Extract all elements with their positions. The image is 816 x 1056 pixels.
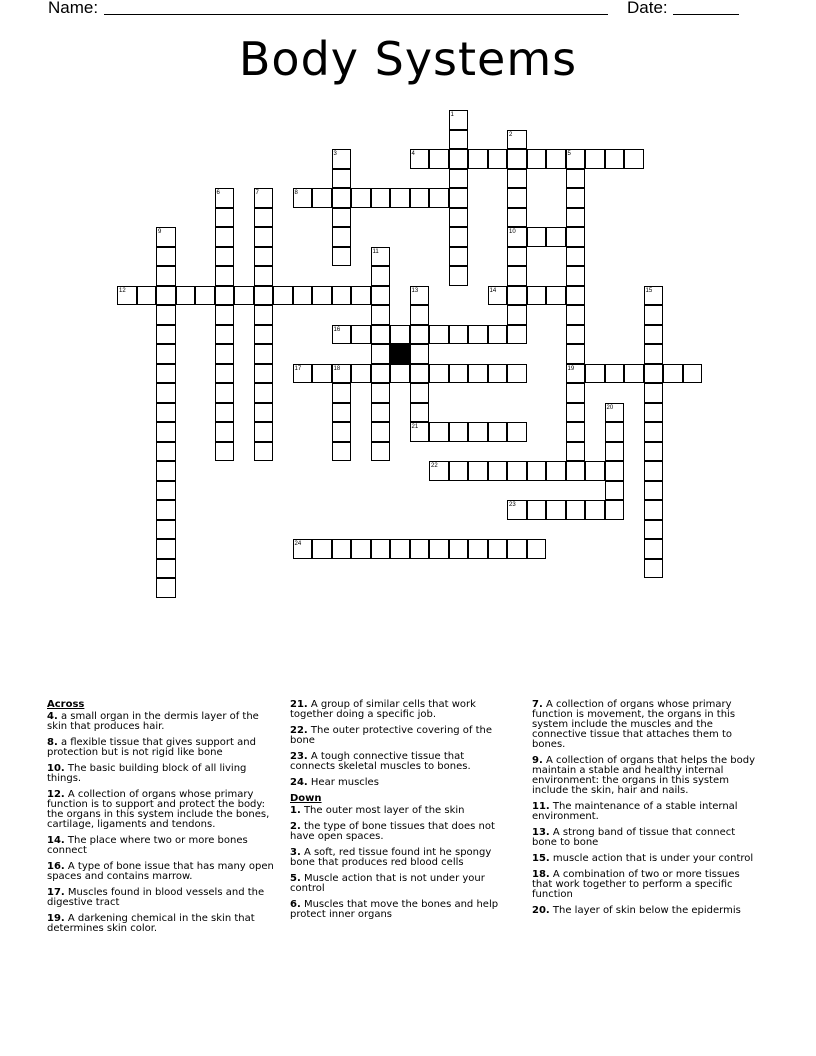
grid-cell[interactable] — [312, 364, 332, 384]
clue-number: 2 — [509, 131, 513, 138]
grid-cell[interactable] — [644, 539, 664, 559]
clue-text: A soft, red tissue found int he spongy bone that produces red blood cells — [290, 847, 492, 868]
clue-num: 24. — [290, 777, 308, 788]
grid-cell[interactable] — [644, 500, 664, 520]
grid-cell[interactable] — [351, 364, 371, 384]
grid-cell[interactable] — [507, 149, 527, 169]
clue-text: a flexible tissue that gives support and protection but is not rigid like bone — [47, 737, 256, 758]
grid-cell[interactable] — [156, 364, 176, 384]
grid-cell[interactable] — [527, 286, 547, 306]
grid-cell[interactable] — [332, 188, 352, 208]
grid-cell[interactable] — [566, 247, 586, 267]
clue-num: 17. — [47, 887, 65, 898]
grid-cell[interactable] — [566, 442, 586, 462]
clue-text: A collection of organs that helps the body maintain a stable and healthy internal environment: the organs in this system include the skin, hair and nails. — [532, 755, 756, 796]
grid-cell[interactable] — [390, 364, 410, 384]
grid-cell[interactable] — [566, 325, 586, 345]
grid-cell[interactable] — [332, 422, 352, 442]
clue-item — [290, 752, 508, 772]
clue-text: The outer most layer of the skin — [300, 805, 465, 816]
clue-num: 23. — [290, 751, 308, 762]
grid-cell[interactable] — [566, 403, 586, 423]
clue-item — [290, 874, 508, 894]
grid-cell[interactable] — [371, 305, 391, 325]
clue-item — [47, 790, 277, 830]
grid-cell[interactable] — [605, 364, 625, 384]
clue-item — [290, 806, 508, 816]
clue-num: 6. — [290, 899, 301, 910]
grid-cell[interactable] — [254, 286, 274, 306]
grid-cell[interactable] — [566, 383, 586, 403]
grid-cell[interactable] — [429, 325, 449, 345]
clue-text: A darkening chemical in the skin that determines skin color. — [47, 913, 255, 934]
grid-cell[interactable] — [254, 422, 274, 442]
grid-cell[interactable] — [156, 383, 176, 403]
grid-cell[interactable] — [527, 461, 547, 481]
grid-cell[interactable] — [624, 364, 644, 384]
grid-cell[interactable] — [507, 325, 527, 345]
grid-cell[interactable] — [410, 305, 430, 325]
grid-cell[interactable] — [507, 188, 527, 208]
grid-cell[interactable] — [254, 403, 274, 423]
grid-cell[interactable] — [644, 383, 664, 403]
grid-cell[interactable] — [566, 461, 586, 481]
grid-cell[interactable] — [254, 383, 274, 403]
grid-cell[interactable] — [312, 539, 332, 559]
grid-cell[interactable] — [156, 325, 176, 345]
grid-cell[interactable] — [410, 403, 430, 423]
clue-number: 7 — [255, 190, 259, 196]
grid-cell[interactable] — [605, 442, 625, 462]
clue-num: 20. — [532, 905, 550, 916]
grid-cell[interactable] — [156, 578, 176, 598]
black-square — [390, 344, 410, 364]
grid-cell[interactable] — [624, 149, 644, 169]
grid-cell[interactable] — [332, 208, 352, 228]
grid-cell[interactable] — [332, 247, 352, 267]
grid-cell[interactable] — [371, 403, 391, 423]
grid-cell[interactable] — [644, 364, 664, 384]
clue-num: 18. — [532, 869, 550, 880]
clue-item — [290, 900, 508, 920]
clue-num: 3. — [290, 847, 301, 858]
grid-cell[interactable] — [566, 305, 586, 325]
grid-cell[interactable] — [293, 286, 313, 306]
clue-text: A strong band of tissue that connect bone to bone — [532, 827, 736, 848]
grid-cell[interactable] — [332, 286, 352, 306]
grid-cell[interactable] — [683, 364, 703, 384]
grid-cell[interactable] — [390, 188, 410, 208]
grid-cell[interactable] — [468, 422, 488, 442]
grid-cell[interactable] — [546, 286, 566, 306]
clue-item — [532, 906, 762, 916]
grid-cell[interactable] — [234, 286, 254, 306]
clue-text: A collection of organs whose primary function is movement, the organs in this system include the muscles and the connective tissue that attaches them to bones. — [532, 699, 736, 750]
clue-number: 4 — [411, 151, 415, 157]
grid-cell[interactable] — [527, 149, 547, 169]
grid-cell[interactable] — [507, 286, 527, 306]
grid-cell[interactable] — [371, 325, 391, 345]
grid-cell[interactable] — [644, 559, 664, 579]
clue-text: muscle action that is under your control — [549, 853, 754, 864]
grid-cell[interactable] — [410, 325, 430, 345]
grid-cell[interactable] — [449, 227, 469, 247]
grid-cell[interactable] — [156, 559, 176, 579]
grid-cell[interactable] — [215, 344, 235, 364]
grid-cell[interactable] — [488, 461, 508, 481]
grid-cell[interactable] — [507, 247, 527, 267]
grid-cell[interactable] — [156, 286, 176, 306]
grid-cell[interactable] — [566, 188, 586, 208]
clue-number: 11 — [372, 248, 379, 255]
grid-cell[interactable] — [566, 169, 586, 189]
clue-number: 18 — [333, 365, 341, 372]
grid-cell[interactable] — [254, 305, 274, 325]
grid-cell[interactable] — [644, 325, 664, 345]
grid-cell[interactable] — [429, 188, 449, 208]
clue-item — [532, 756, 762, 796]
clue-item — [47, 764, 277, 784]
grid-cell[interactable] — [566, 266, 586, 286]
grid-cell[interactable] — [507, 422, 527, 442]
clue-number: 9 — [158, 229, 162, 235]
grid-cell[interactable] — [585, 149, 605, 169]
clue-column-2 — [290, 700, 508, 926]
clue-number: 22 — [431, 463, 438, 469]
grid-cell[interactable] — [449, 188, 469, 208]
grid-cell[interactable] — [527, 227, 547, 247]
grid-cell[interactable] — [507, 266, 527, 286]
grid-cell[interactable] — [488, 364, 508, 384]
clue-item — [47, 914, 277, 934]
grid-cell[interactable] — [449, 169, 469, 189]
section-heading: Down — [290, 793, 322, 804]
grid-cell[interactable] — [663, 364, 683, 384]
grid-cell[interactable] — [585, 500, 605, 520]
clue-num: 12. — [47, 789, 65, 800]
clue-num: 14. — [47, 835, 65, 846]
grid-cell[interactable] — [546, 149, 566, 169]
clue-number: 20 — [606, 404, 614, 411]
clue-number: 8 — [294, 190, 298, 196]
grid-cell[interactable] — [585, 461, 605, 481]
clue-number: 5 — [567, 151, 571, 157]
clue-text: A collection of organs whose primary function is to support and protect the body: the organs in this system include the bones, cartilage, ligaments and tendons. — [47, 789, 270, 830]
clue-num: 2. — [290, 821, 301, 832]
grid-cell[interactable] — [429, 149, 449, 169]
grid-cell[interactable] — [468, 325, 488, 345]
clue-item — [47, 836, 277, 856]
grid-cell[interactable] — [156, 442, 176, 462]
clue-num: 10. — [47, 763, 65, 774]
grid-cell[interactable] — [527, 539, 547, 559]
grid-cell[interactable] — [351, 539, 371, 559]
grid-cell[interactable] — [371, 188, 391, 208]
grid-cell[interactable] — [429, 539, 449, 559]
clue-num: 8. — [47, 737, 58, 748]
grid-cell[interactable] — [215, 227, 235, 247]
grid-cell[interactable] — [507, 461, 527, 481]
grid-cell[interactable] — [644, 520, 664, 540]
clue-column-3 — [532, 700, 762, 922]
clue-num: 7. — [532, 699, 543, 710]
grid-cell[interactable] — [156, 520, 176, 540]
clue-number: 15 — [645, 287, 653, 294]
grid-cell[interactable] — [371, 286, 391, 306]
grid-cell[interactable] — [546, 227, 566, 247]
grid-cell[interactable] — [449, 364, 469, 384]
clue-number: 6 — [216, 190, 220, 196]
grid-cell[interactable] — [605, 500, 625, 520]
grid-cell[interactable] — [488, 539, 508, 559]
grid-cell[interactable] — [507, 169, 527, 189]
grid-cell[interactable] — [449, 208, 469, 228]
clue-num: 16. — [47, 861, 65, 872]
grid-cell[interactable] — [156, 481, 176, 501]
grid-cell[interactable] — [566, 422, 586, 442]
grid-cell[interactable] — [371, 383, 391, 403]
grid-cell[interactable] — [371, 364, 391, 384]
clue-text: A type of bone issue that has many open spaces and contains marrow. — [47, 861, 274, 882]
grid-cell[interactable] — [644, 305, 664, 325]
grid-cell[interactable] — [215, 325, 235, 345]
grid-cell[interactable] — [332, 539, 352, 559]
grid-cell[interactable] — [254, 227, 274, 247]
clue-item — [290, 778, 508, 788]
grid-cell[interactable] — [527, 500, 547, 520]
grid-cell[interactable] — [605, 422, 625, 442]
clue-item — [290, 848, 508, 868]
clue-text: The maintenance of a stable internal environment. — [532, 801, 738, 822]
grid-cell[interactable] — [371, 344, 391, 364]
clue-item — [290, 700, 508, 720]
grid-cell[interactable] — [488, 422, 508, 442]
clue-item — [47, 712, 277, 732]
grid-cell[interactable] — [566, 227, 586, 247]
grid-cell[interactable] — [546, 461, 566, 481]
clue-item — [290, 822, 508, 842]
grid-cell[interactable] — [449, 149, 469, 169]
grid-cell[interactable] — [429, 364, 449, 384]
clue-num: 22. — [290, 725, 308, 736]
clue-number: 16 — [333, 326, 341, 333]
clue-text: A group of similar cells that work together doing a specific job. — [290, 699, 476, 720]
grid-cell[interactable] — [410, 539, 430, 559]
grid-cell[interactable] — [449, 130, 469, 150]
grid-cell[interactable] — [332, 383, 352, 403]
grid-cell[interactable] — [351, 286, 371, 306]
grid-cell[interactable] — [156, 247, 176, 267]
clue-text: Muscles that move the bones and help protect inner organs — [290, 899, 499, 920]
clue-number: 3 — [333, 151, 337, 157]
clue-num: 21. — [290, 699, 308, 710]
clue-item — [290, 726, 508, 746]
clue-text: the type of bone tissues that does not have open spaces. — [290, 821, 495, 842]
grid-cell[interactable] — [156, 266, 176, 286]
grid-cell[interactable] — [468, 364, 488, 384]
clue-text: The place where two or more bones connect — [47, 835, 248, 856]
grid-cell[interactable] — [254, 325, 274, 345]
clue-number: 10 — [509, 229, 516, 235]
grid-cell[interactable] — [195, 286, 215, 306]
grid-cell[interactable] — [312, 286, 332, 306]
clue-column-1 — [47, 700, 277, 940]
clue-number: 1 — [450, 112, 454, 118]
grid-cell[interactable] — [215, 383, 235, 403]
grid-cell[interactable] — [644, 442, 664, 462]
clue-item — [532, 700, 762, 750]
grid-cell[interactable] — [351, 325, 371, 345]
clue-text: Muscles found in blood vessels and the digestive tract — [47, 887, 265, 908]
grid-cell[interactable] — [332, 227, 352, 247]
grid-cell[interactable] — [254, 364, 274, 384]
grid-cell[interactable] — [156, 461, 176, 481]
grid-cell[interactable] — [215, 286, 235, 306]
clue-num: 4. — [47, 711, 58, 722]
clue-number: 12 — [119, 287, 126, 294]
grid-cell[interactable] — [156, 539, 176, 559]
grid-cell[interactable] — [566, 286, 586, 306]
grid-cell[interactable] — [254, 266, 274, 286]
grid-cell[interactable] — [605, 461, 625, 481]
grid-cell[interactable] — [507, 208, 527, 228]
clue-num: 1. — [290, 805, 301, 816]
grid-cell[interactable] — [410, 383, 430, 403]
grid-cell[interactable] — [215, 442, 235, 462]
grid-cell[interactable] — [585, 364, 605, 384]
grid-cell[interactable] — [507, 364, 527, 384]
grid-cell[interactable] — [215, 266, 235, 286]
grid-cell[interactable] — [429, 422, 449, 442]
clue-text: Muscle action that is not under your control — [290, 873, 485, 894]
clue-item — [47, 862, 277, 882]
grid-cell[interactable] — [566, 500, 586, 520]
clue-number: 24 — [294, 541, 302, 547]
grid-cell[interactable] — [156, 422, 176, 442]
grid-cell[interactable] — [371, 422, 391, 442]
grid-cell[interactable] — [468, 149, 488, 169]
clue-num: 11. — [532, 801, 550, 812]
grid-cell[interactable] — [371, 539, 391, 559]
clue-num: 5. — [290, 873, 301, 884]
grid-cell[interactable] — [156, 305, 176, 325]
clue-item — [532, 854, 762, 864]
clue-text: A tough connective tissue that connects skeletal muscles to bones. — [290, 751, 471, 772]
clue-item — [47, 888, 277, 908]
grid-cell[interactable] — [605, 149, 625, 169]
grid-cell[interactable] — [410, 344, 430, 364]
clue-number: 21 — [411, 424, 419, 430]
grid-cell[interactable] — [312, 188, 332, 208]
clue-num: 9. — [532, 755, 543, 766]
grid-cell[interactable] — [215, 403, 235, 423]
grid-cell[interactable] — [390, 539, 410, 559]
grid-cell[interactable] — [410, 188, 430, 208]
clue-number: 23 — [509, 502, 516, 508]
clue-number: 13 — [411, 287, 419, 294]
grid-cell[interactable] — [507, 305, 527, 325]
grid-cell[interactable] — [215, 364, 235, 384]
grid-cell[interactable] — [605, 481, 625, 501]
clue-text: The outer protective covering of the bone — [290, 725, 493, 746]
clue-number: 17 — [294, 365, 302, 372]
grid-cell[interactable] — [449, 247, 469, 267]
grid-cell[interactable] — [410, 364, 430, 384]
grid-cell[interactable] — [215, 422, 235, 442]
grid-cell[interactable] — [566, 208, 586, 228]
clue-num: 13. — [532, 827, 550, 838]
clue-text: Hear muscles — [307, 777, 379, 788]
clue-number: 14 — [489, 287, 497, 294]
grid-cell[interactable] — [254, 247, 274, 267]
grid-cell[interactable] — [644, 422, 664, 442]
grid-cell[interactable] — [254, 344, 274, 364]
grid-cell[interactable] — [215, 305, 235, 325]
clue-text: a small organ in the dermis layer of the skin that produces hair. — [47, 711, 259, 732]
clue-text: A combination of two or more tissues that work together to perform a specific function — [532, 869, 740, 900]
clue-text: The layer of skin below the epidermis — [549, 905, 741, 916]
grid-cell[interactable] — [215, 208, 235, 228]
clue-text: The basic building block of all living things. — [47, 763, 247, 784]
grid-cell[interactable] — [449, 266, 469, 286]
section-heading: Across — [47, 699, 85, 710]
grid-cell[interactable] — [449, 461, 469, 481]
grid-cell[interactable] — [137, 286, 157, 306]
grid-cell[interactable] — [488, 325, 508, 345]
grid-cell[interactable] — [156, 344, 176, 364]
grid-cell[interactable] — [644, 481, 664, 501]
clue-num: 15. — [532, 853, 550, 864]
grid-cell[interactable] — [176, 286, 196, 306]
grid-cell[interactable] — [371, 266, 391, 286]
grid-cell[interactable] — [215, 247, 235, 267]
grid-cell[interactable] — [507, 539, 527, 559]
grid-cell[interactable] — [156, 403, 176, 423]
grid-cell[interactable] — [449, 325, 469, 345]
grid-cell[interactable] — [449, 422, 469, 442]
page-title: Body Systems — [238, 32, 578, 86]
clue-number: 19 — [567, 365, 575, 372]
grid-cell[interactable] — [488, 149, 508, 169]
grid-cell[interactable] — [449, 539, 469, 559]
grid-cell[interactable] — [644, 344, 664, 364]
grid-cell[interactable] — [644, 403, 664, 423]
clue-item — [532, 828, 762, 848]
grid-cell[interactable] — [351, 188, 371, 208]
clue-item — [532, 802, 762, 822]
grid-cell[interactable] — [644, 461, 664, 481]
clue-item — [47, 738, 277, 758]
grid-cell[interactable] — [546, 500, 566, 520]
clue-item — [532, 870, 762, 900]
name-label: Name: — [48, 0, 99, 17]
date-label: Date: — [627, 0, 668, 17]
grid-cell[interactable] — [390, 325, 410, 345]
grid-cell[interactable] — [332, 403, 352, 423]
grid-cell[interactable] — [468, 539, 488, 559]
grid-cell[interactable] — [468, 461, 488, 481]
clue-num: 19. — [47, 913, 65, 924]
grid-cell[interactable] — [254, 208, 274, 228]
grid-cell[interactable] — [332, 169, 352, 189]
grid-cell[interactable] — [566, 344, 586, 364]
grid-cell[interactable] — [254, 442, 274, 462]
grid-cell[interactable] — [332, 442, 352, 462]
grid-cell[interactable] — [156, 500, 176, 520]
grid-cell[interactable] — [273, 286, 293, 306]
grid-cell[interactable] — [371, 442, 391, 462]
